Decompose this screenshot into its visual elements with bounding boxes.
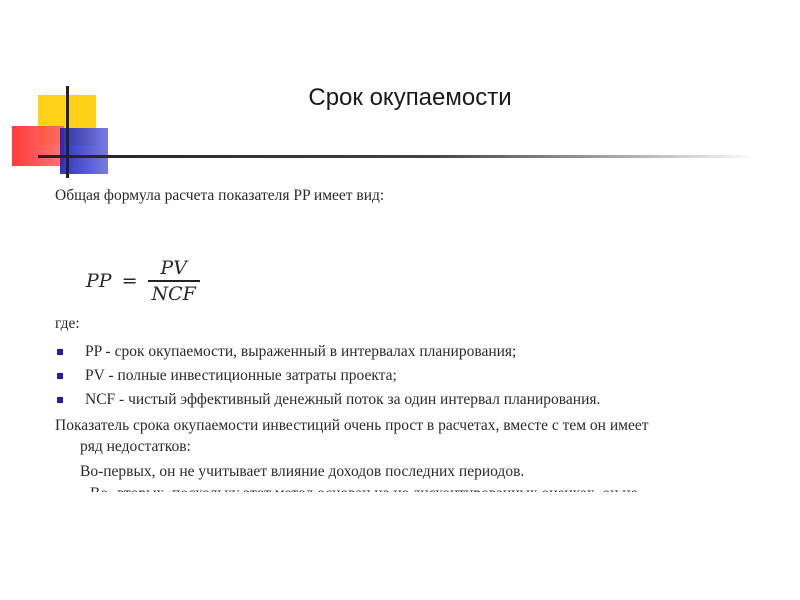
payback-formula — [86, 257, 200, 305]
slide-title: Срок окупаемости — [308, 84, 512, 111]
intro-text: Общая формула расчета показателя PP имеет вид: — [55, 187, 385, 204]
formula-fraction — [148, 257, 200, 305]
formula-equals: = — [121, 269, 138, 292]
list-item — [55, 340, 600, 364]
paragraph-first-drawback: Во-первых, он не учитывает влияние доходов последних периодов. — [80, 463, 525, 480]
definitions-list — [55, 340, 600, 412]
list-item-text: NCF - чистый эффективный денежный поток за один интервал планирования. — [85, 391, 601, 408]
list-item-text: PV - полные инвестиционные затраты проекта; — [85, 367, 397, 384]
paragraph-line-1: Показатель срока окупаемости инвестиций очень прост в расчетах, вместе с тем он имеет — [55, 417, 649, 434]
bullet-square-icon — [57, 349, 63, 355]
decor-red-square — [12, 126, 64, 166]
bottom-crop — [0, 492, 800, 600]
formula-numerator: PV — [160, 257, 187, 279]
formula-denominator: NCF — [151, 282, 196, 305]
bullet-square-icon — [57, 373, 63, 379]
paragraph-line-2: ряд недостатков: — [80, 438, 191, 455]
list-item-text: PP - срок окупаемости, выраженный в интервалах планирования; — [85, 343, 517, 360]
formula-lhs: PP — [86, 269, 112, 292]
where-label: где: — [55, 315, 80, 332]
bullet-square-icon — [57, 397, 63, 403]
list-item — [55, 364, 600, 388]
title-underline — [38, 155, 758, 158]
list-item — [55, 388, 600, 412]
